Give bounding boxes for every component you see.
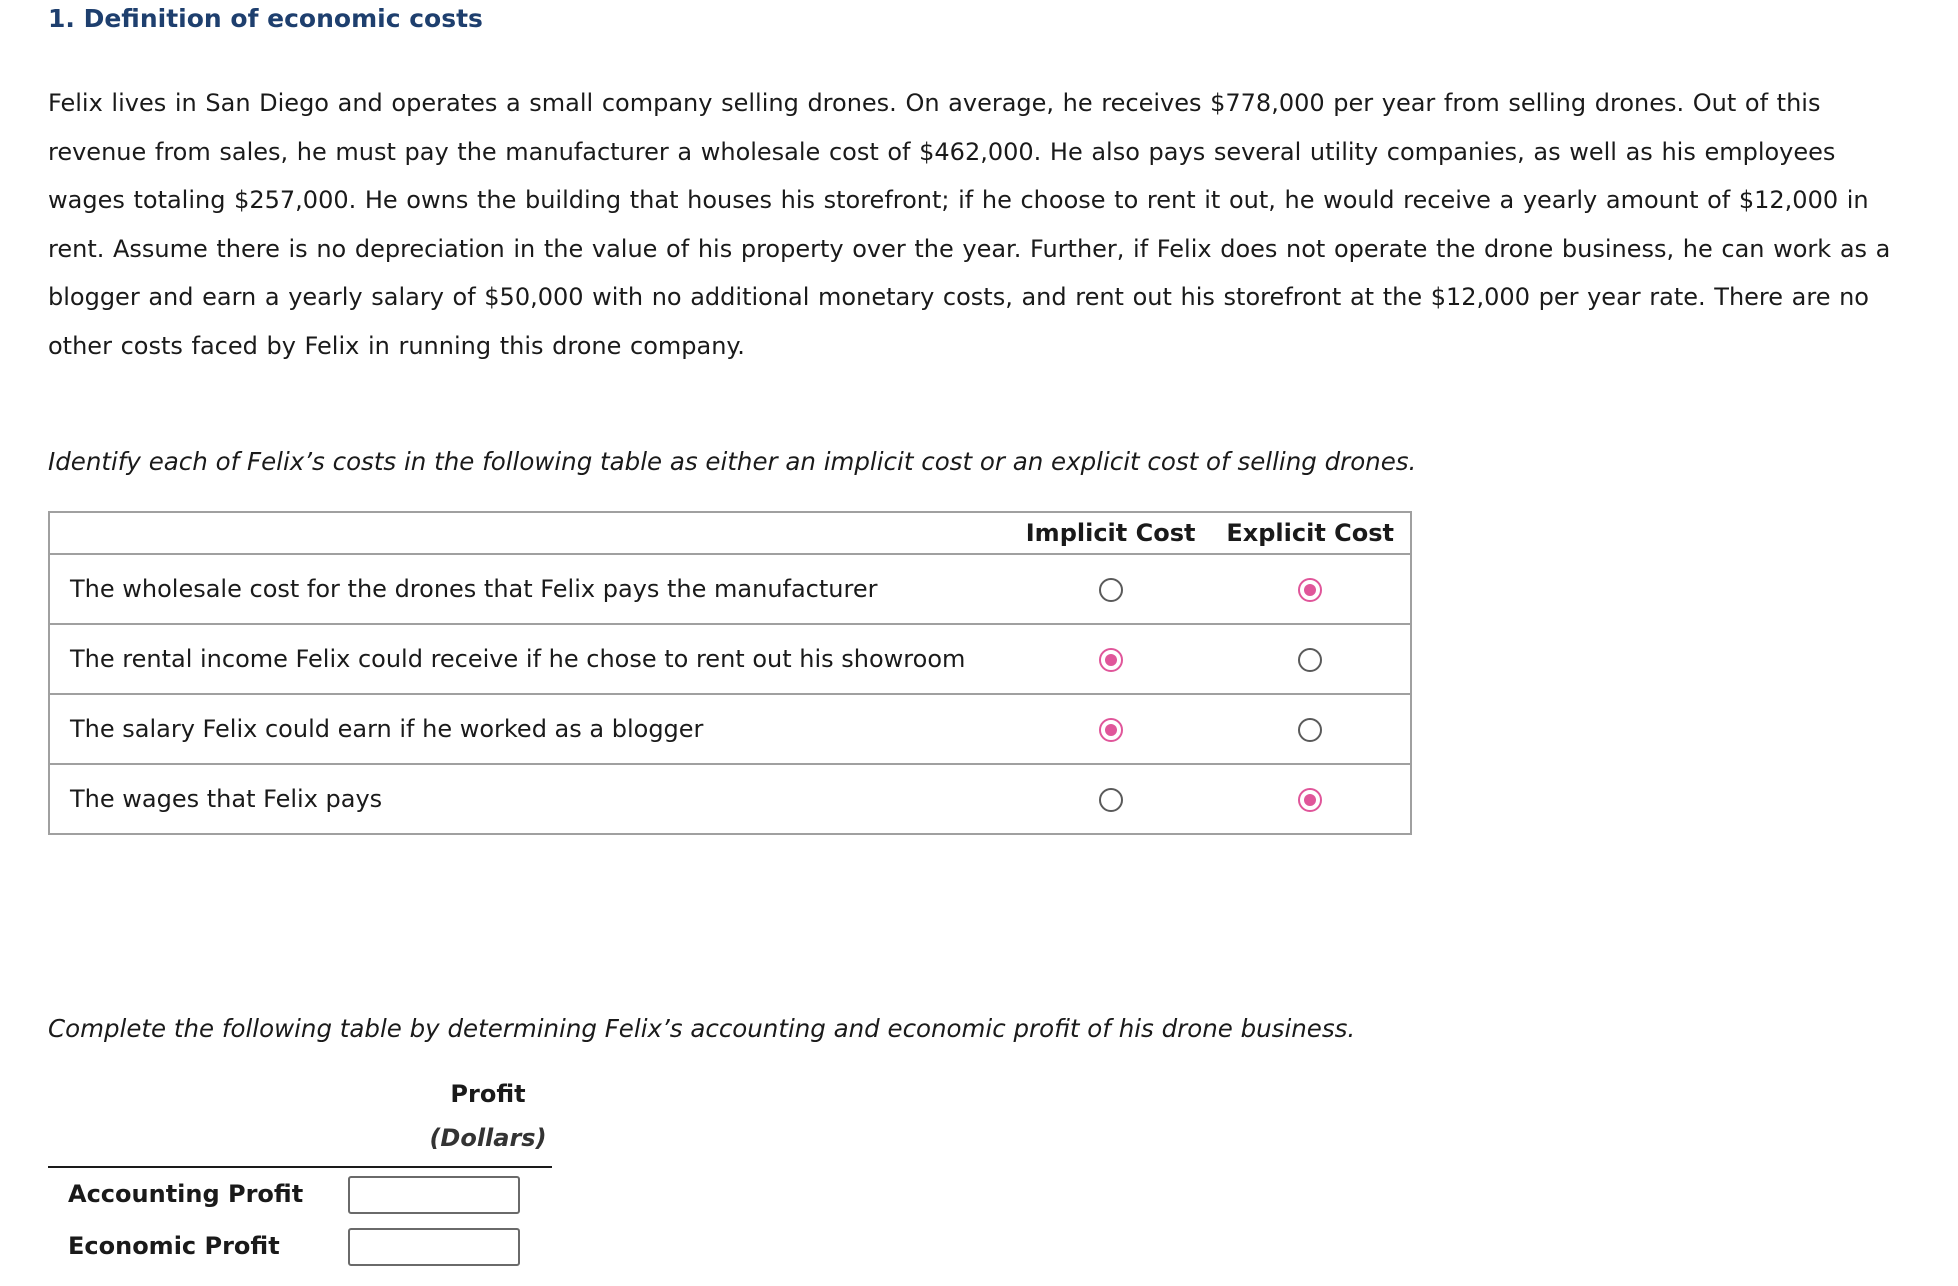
cost-row-wholesale: [49, 554, 1411, 624]
cost-row-wages: [49, 764, 1411, 834]
cost-row-blogger-salary: [49, 694, 1411, 764]
cost-row-label: The wholesale cost for the drones that Felix pays the manufacturer: [49, 554, 1011, 624]
economic-profit-input[interactable]: [348, 1228, 520, 1266]
profit-header: Profit: [450, 1080, 526, 1108]
implicit-radio-rental-income[interactable]: [1099, 648, 1123, 672]
explicit-radio-rental-income[interactable]: [1298, 648, 1322, 672]
explicit-radio-wages[interactable]: [1298, 788, 1322, 812]
cost-row-rental-income: [49, 624, 1411, 694]
economic-profit-label: Economic Profit: [68, 1232, 280, 1260]
cost-description-header: [49, 512, 1011, 554]
accounting-profit-label: Accounting Profit: [68, 1180, 304, 1208]
cost-table-header-row: [49, 512, 1411, 554]
profit-units-header: (Dollars): [429, 1124, 547, 1152]
implicit-cost-header: Implicit Cost: [1011, 512, 1211, 554]
implicit-radio-blogger-salary[interactable]: [1099, 718, 1123, 742]
implicit-radio-wholesale[interactable]: [1099, 578, 1123, 602]
explicit-radio-wholesale[interactable]: [1298, 578, 1322, 602]
question-title: 1. Definition of economic costs: [48, 4, 483, 33]
profit-table-prompt: Complete the following table by determining Felix’s accounting and economic profit of his drone business.: [48, 1014, 1356, 1043]
accounting-profit-input[interactable]: [348, 1176, 520, 1214]
explicit-radio-blogger-salary[interactable]: [1298, 718, 1322, 742]
cost-row-label: The wages that Felix pays: [49, 764, 1011, 834]
cost-row-label: The rental income Felix could receive if he chose to rent out his showroom: [49, 624, 1011, 694]
cost-table-prompt: Identify each of Felix’s costs in the following table as either an implicit cost or an explicit cost of selling drones.: [48, 447, 1417, 476]
cost-row-label: The salary Felix could earn if he worked as a blogger: [49, 694, 1011, 764]
question-intro: Felix lives in San Diego and operates a small company selling drones. On average, he receives $778,000 per year from selling drones. Out of this revenue from sales, he must pay the manufacturer a wholesale cost of $462,000. He also pays several utility companies, as well as his employees wages totaling $257,000. He owns the building that houses his storefront; if he choose to rent it out, he would receive a yearly amount of $12,000 in rent. Assume there is no depreciation in the value of his property over the year. Further, if Felix does not operate the drone business, he can work as a blogger and earn a yearly salary of $50,000 with no additional monetary costs, and rent out his storefront at the $12,000 per year rate. There are no other costs faced by Felix in running this drone company.: [48, 89, 1891, 360]
implicit-radio-wages[interactable]: [1099, 788, 1123, 812]
profit-header-divider: [48, 1166, 552, 1168]
explicit-cost-header: Explicit Cost: [1210, 512, 1411, 554]
cost-classification-table: [48, 511, 1412, 835]
